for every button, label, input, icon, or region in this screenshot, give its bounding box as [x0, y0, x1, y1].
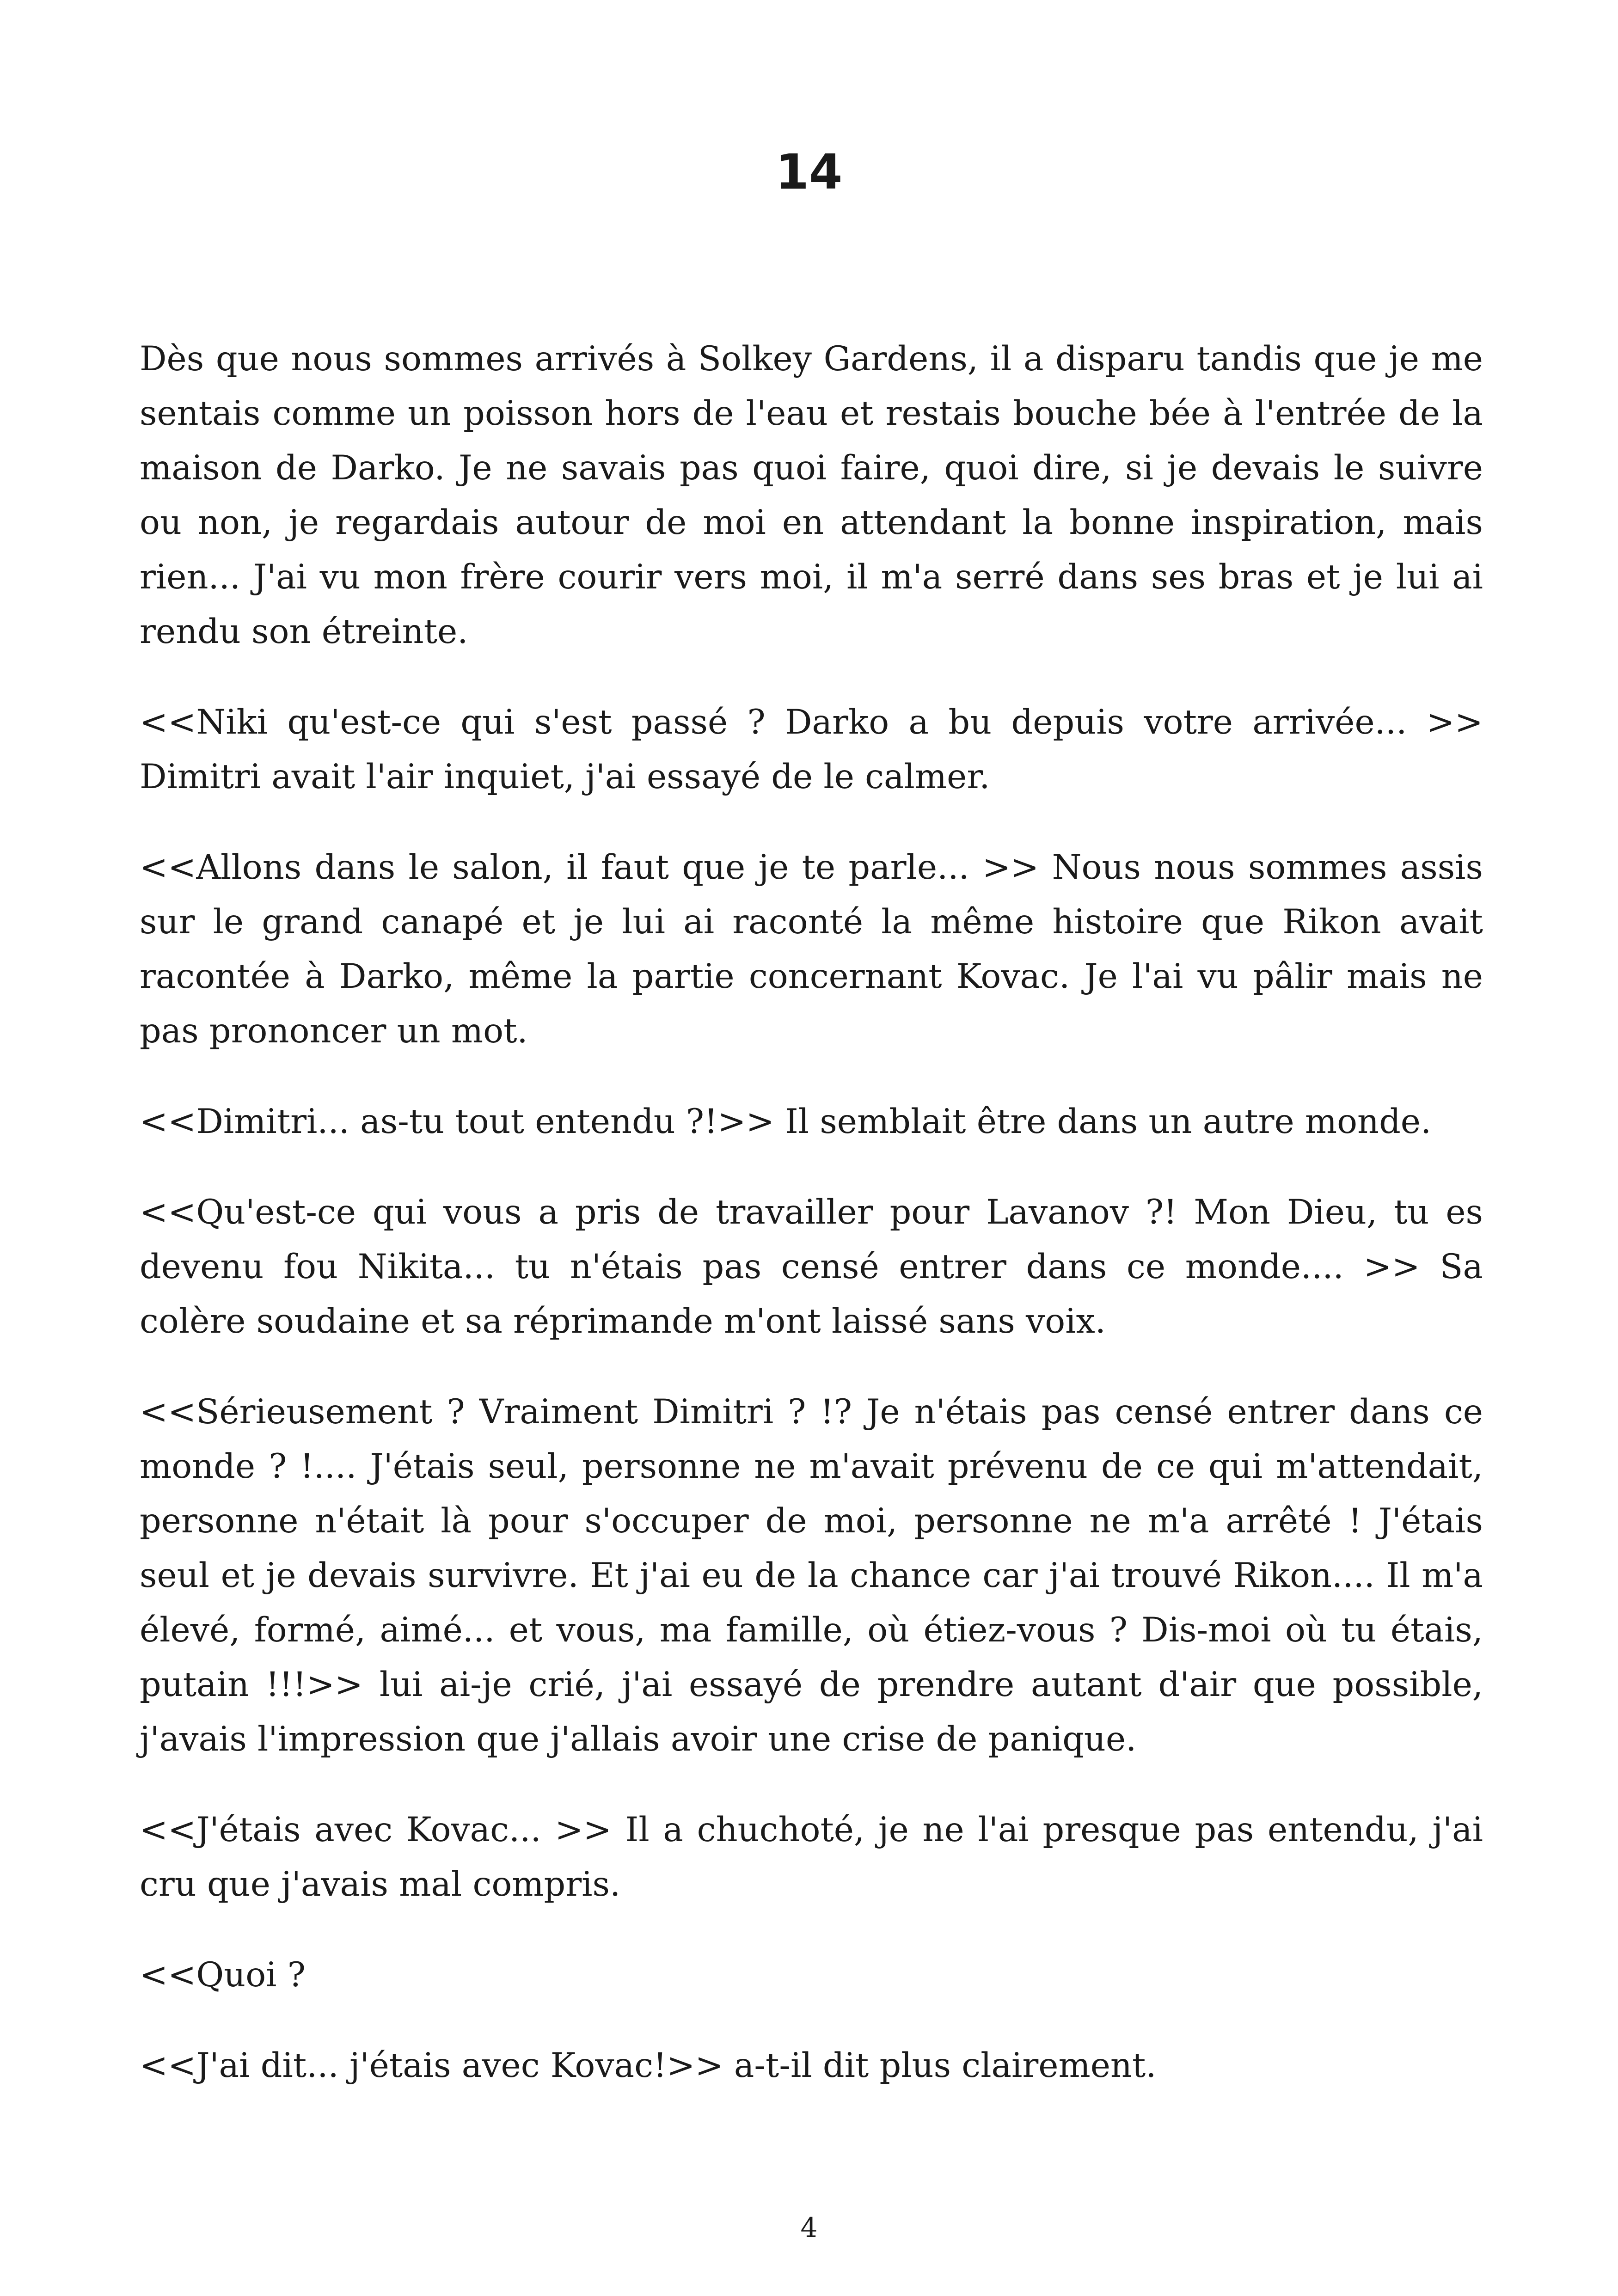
paragraph: <<Quoi ?: [140, 1955, 306, 1995]
paragraph: <<Sérieusement ? Vraiment Dimitri ? !? Je n'étais pas censé entrer dans ce monde ? !.... J'étais seul, personne ne m'avait prévenu de ce qui m'attendait, personne n'était là pour s'occuper de moi, personne ne m'a arrêté ! J'étais seul et je devais survivre. Et j'ai eu de la chance car j'ai trouvé Rikon.... Il m'a élevé, formé, aimé... et vous, ma famille, où étiez-vous ? Dis-moi où tu étais, putain !!!>> lui ai-je crié, j'ai essayé de prendre autant d'air que possible, j'avais l'impression que j'allais avoir une crise de panique.: [140, 1392, 1483, 1759]
paragraph: <<Qu'est-ce qui vous a pris de travailler pour Lavanov ?! Mon Dieu, tu es devenu fou Nikita... tu n'étais pas censé entrer dans ce monde.... >> Sa colère soudaine et sa réprimande m'ont laissé sans voix.: [140, 1193, 1483, 1341]
chapter-body: [140, 332, 1483, 2129]
page-number: 4: [800, 2212, 818, 2243]
paragraph: Dès que nous sommes arrivés à Solkey Gardens, il a disparu tandis que je me sentais comme un poisson hors de l'eau et restais bouche bée à l'entrée de la maison de Darko. Je ne savais pas quoi faire, quoi dire, si je devais le suivre ou non, je regardais autour de moi en attendant la bonne inspiration, mais rien... J'ai vu mon frère courir vers moi, il m'a serré dans ses bras et je lui ai rendu son étreinte.: [140, 339, 1483, 651]
chapter-number: 14: [775, 144, 843, 200]
paragraph: <<Niki qu'est-ce qui s'est passé ? Darko a bu depuis votre arrivée... >> Dimitri avait l'air inquiet, j'ai essayé de le calmer.: [140, 703, 1483, 796]
paragraph: <<J'ai dit... j'étais avec Kovac!>> a-t-il dit plus clairement.: [140, 2046, 1157, 2085]
paragraph: <<Dimitri... as-tu tout entendu ?!>> Il semblait être dans un autre monde.: [140, 1102, 1432, 1141]
paragraph: <<Allons dans le salon, il faut que je te parle... >> Nous nous sommes assis sur le grand canapé et je lui ai raconté la même histoire que Rikon avait racontée à Darko, même la partie concernant Kovac. Je l'ai vu pâlir mais ne pas prononcer un mot.: [140, 848, 1483, 1051]
paragraph: <<J'étais avec Kovac... >> Il a chuchoté, je ne l'ai presque pas entendu, j'ai cru que j'avais mal compris.: [140, 1810, 1483, 1904]
